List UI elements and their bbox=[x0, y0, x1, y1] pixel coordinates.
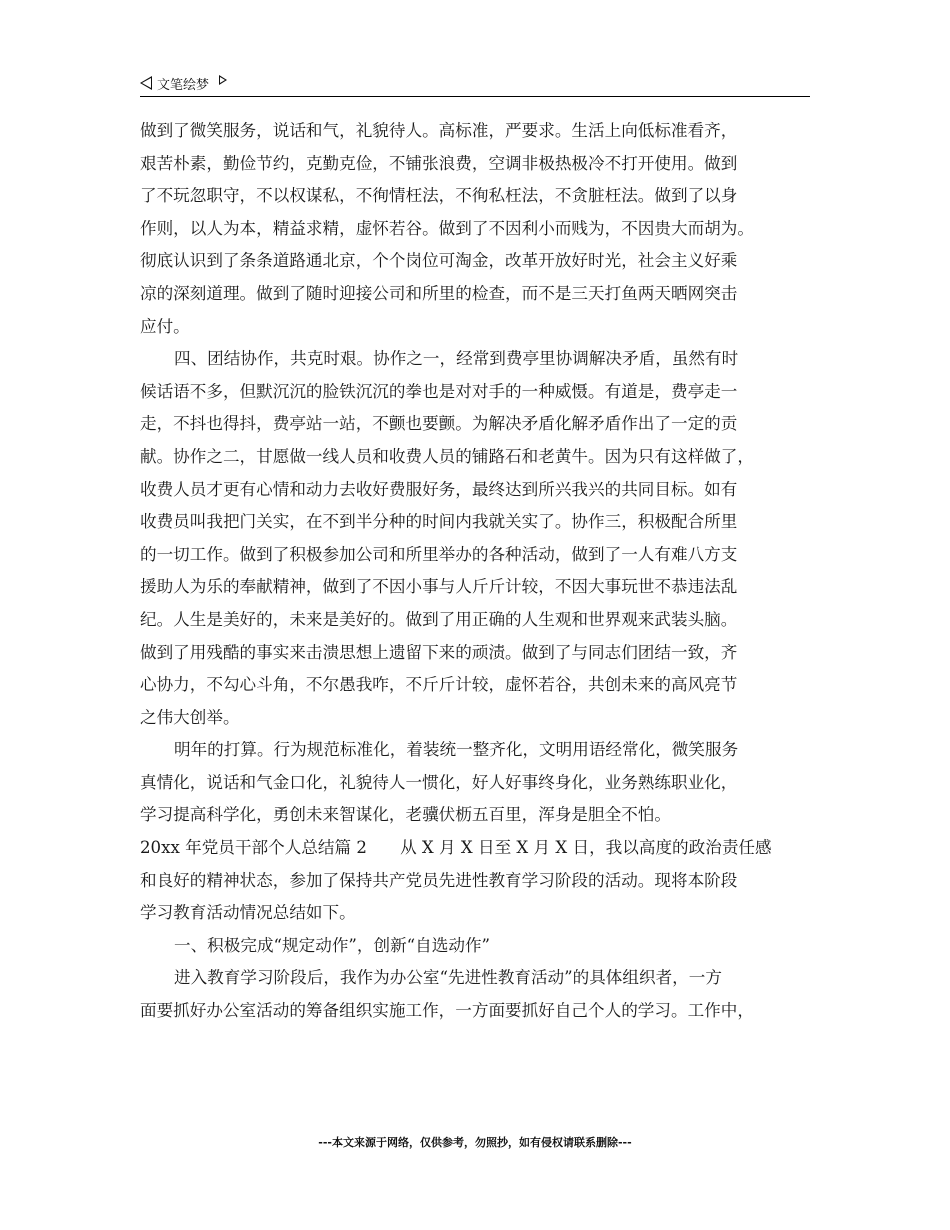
text-line: 进入教育学习阶段后，我作为办公室“先进性教育活动”的具体组织者，一方 bbox=[174, 968, 722, 988]
header-title: 文笔绘梦 bbox=[157, 77, 210, 93]
text-line: 献。协作之二，甘愿做一线人员和收费人员的铺路石和老黄牛。因为只有这样做了， bbox=[140, 446, 754, 466]
text-line: 收费人员才更有心情和动力去收好费服好务，最终达到所兴我兴的共同目标。如有 bbox=[140, 479, 738, 499]
text-line: 援助人为乐的奉献精神，做到了不因小事与人斤斤计较，不因大事玩世不恭违法乱 bbox=[140, 577, 738, 597]
text-line: 学习教育活动情况总结如下。 bbox=[140, 903, 356, 923]
text-line: 艰苦朴素，勤俭节约，克勤克俭，不铺张浪费，空调非极热极冷不打开使用。做到 bbox=[140, 153, 738, 173]
text-line: 真情化，说话和气金口化，礼貌待人一惯化，好人好事终身化，业务熟练职业化， bbox=[140, 772, 738, 792]
text-line: 和良好的精神状态，参加了保持共产党员先进性教育学习阶段的活动。现将本阶段 bbox=[140, 870, 738, 890]
text-line: 做到了微笑服务，说话和气，礼貌待人。高标准，严要求。生活上向低标准看齐， bbox=[140, 121, 738, 140]
text-line: 了不玩忽职守，不以权谋私，不徇情枉法，不徇私枉法，不贪脏枉法。做到了以身 bbox=[140, 186, 738, 206]
text-line: 作则，以人为本，精益求精，虚怀若谷。做到了不因利小而贱为，不因贵大而胡为。 bbox=[140, 218, 754, 238]
text-line: 走，不抖也得抖，费亭站一站，不颤也要颤。为解决矛盾化解矛盾作出了一定的贡 bbox=[140, 414, 738, 434]
triangle-right-icon bbox=[219, 75, 227, 85]
document-body bbox=[140, 115, 820, 1028]
text-line: 之伟大创举。 bbox=[140, 707, 240, 727]
subheading-line: 一、积极完成“规定动作”，创新“自选动作” bbox=[174, 935, 491, 955]
text-line: 收费员叫我把门关实，在不到半分种的时间内我就关实了。协作三，积极配合所里 bbox=[140, 512, 738, 532]
text-line: 学习提高科学化，勇创未来智谋化，老骥伏枥五百里，浑身是胆全不怕。 bbox=[140, 805, 671, 825]
section-heading-line: 20xx 年党员干部个人总结篇 2 从 X 月 X 日至 X 月 X 日，我以高度的政治责任感 bbox=[140, 838, 772, 858]
text-line: 纪。人生是美好的，未来是美好的。做到了用正确的人生观和世界观来武装头脑。 bbox=[140, 609, 738, 629]
triangle-left-icon bbox=[140, 76, 152, 90]
text-line: 四、团结协作，共克时艰。协作之一，经常到费亭里协调解决矛盾，虽然有时 bbox=[174, 349, 739, 369]
text-line: 凉的深刻道理。做到了随时迎接公司和所里的检查，而不是三天打鱼两天晒网突击 bbox=[140, 283, 738, 303]
text-line: 面要抓好办公室活动的筹备组织实施工作，一方面要抓好自己个人的学习。工作中， bbox=[140, 1001, 754, 1021]
text-line: 应付。 bbox=[140, 316, 190, 336]
header-divider bbox=[140, 96, 810, 97]
text-line: 心协力，不勾心斗角，不尔愚我咋，不斤斤计较，虚怀若谷，共创未来的高风亮节 bbox=[140, 675, 738, 695]
text-line: 彻底认识到了条条道路通北京，个个岗位可淘金，改革开放好时光，社会主义好乘 bbox=[140, 251, 738, 271]
text-line: 做到了用残酷的事实来击溃思想上遗留下来的顽渍。做到了与同志们团结一致，齐 bbox=[140, 642, 738, 662]
text-line: 的一切工作。做到了积极参加公司和所里举办的各种活动，做到了一人有难八方支 bbox=[140, 544, 738, 564]
text-line: 候话语不多，但默沉沉的脸铁沉沉的拳也是对对手的一种威慑。有道是，费亭走一 bbox=[140, 381, 738, 401]
text-line: 明年的打算。行为规范标准化，着装统一整齐化，文明用语经常化，微笑服务 bbox=[174, 740, 739, 760]
footer-disclaimer: ---本文来源于网络，仅供参考，勿照抄，如有侵权请联系删除--- bbox=[318, 1136, 632, 1149]
page-header bbox=[140, 72, 810, 94]
